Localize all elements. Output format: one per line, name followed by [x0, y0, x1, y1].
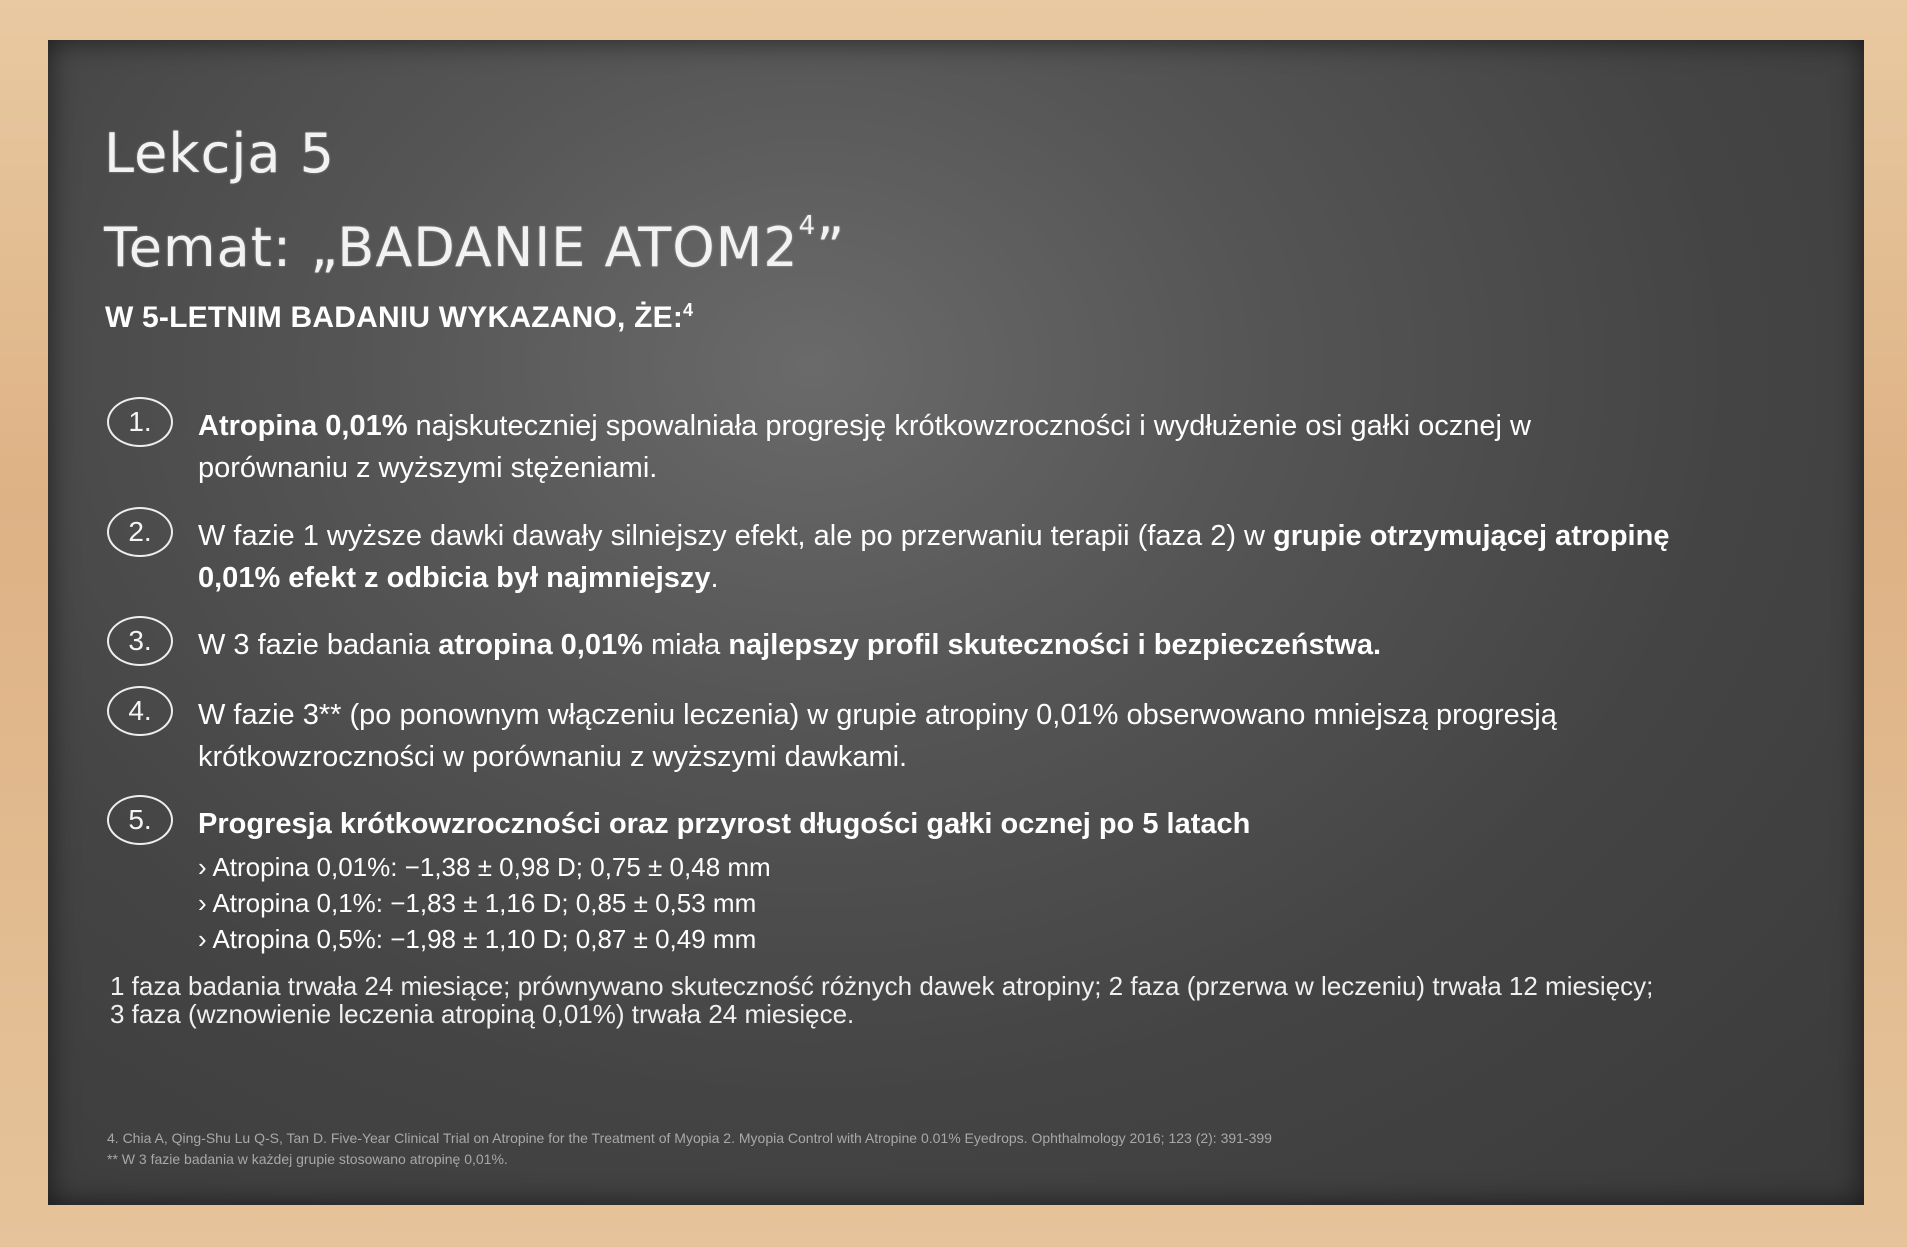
circle-number: 4. — [107, 686, 173, 736]
lesson-title: Lekcja 5 — [104, 122, 335, 185]
list-item: 1. Atropina 0,01% najskuteczniej spowalniała progresję krótkowzroczności i wydłużenie osi gałki ocznej w porównaniu z wyższymi stężeniami. — [107, 405, 1847, 489]
chalkboard — [48, 40, 1864, 1205]
list-item: 5. Progresja krótkowzroczności oraz przyrost długości gałki ocznej po 5 latach › Atropina 0,01%: −1,38 ± 0,98 D; 0,75 ± 0,48 mm › Atropina 0,1%: −1,83 ± 1,16 D; 0,85 ± 0,53 mm › Atropina 0,5%: −1,98 ± 1,10 D; 0,87 ± 0,49 mm — [107, 803, 1847, 957]
topic-title: Temat: „BADANIE $ATOM2^4$” — [104, 211, 846, 279]
circle-number: 3. — [107, 616, 173, 666]
circle-number: 2. — [107, 507, 173, 557]
list-item: 3. W 3 fazie badania atropina 0,01% miała najlepszy profil skuteczności i bezpieczeństwa. — [107, 624, 1847, 666]
circle-number: 1. — [107, 397, 173, 447]
list-item: 4. W fazie 3** (po ponownym włączeniu leczenia) w grupie atropiny 0,01% obserwowano mniejszą progresją krótkowzroczności w porównaniu z wyższymi dawkami. — [107, 694, 1847, 778]
section-heading: W 5-LETNIM BADANIU WYKAZANO, ŻE:$^4$ — [105, 300, 694, 334]
circle-number: 5. — [107, 795, 173, 845]
references: 4. Chia A, Qing-Shu Lu Q-S, Tan D. Five-Year Clinical Trial on Atropine for the Treatment of Myopia 2. Myopia Control with Atropine 0.01% Eyedrops. Ophthalmology 2016; 123 (2): 391-399 ** W 3 fazie badania w każdej grupie stosowano atropinę 0,01%. — [107, 1130, 1272, 1167]
phase-note: 1 faza badania trwała 24 miesiące; prównywano skuteczność różnych dawek atropiny; 2 faza (przerwa w leczeniu) trwała 12 miesięcy; 3 faza (wznowienie leczenia atropiną 0,01%) trwała 24 miesięce. — [110, 971, 1654, 1029]
result-line: › Atropina 0,5%: −1,98 ± 1,10 D; 0,87 ± 0,49 mm — [198, 924, 757, 954]
list-item: 2. W fazie 1 wyższe dawki dawały silniejszy efekt, ale po przerwaniu terapii (faza 2) w grupie otrzymującej atropinę 0,01% efekt z odbicia był najmniejszy. — [107, 515, 1847, 599]
result-line: › Atropina 0,1%: −1,83 ± 1,16 D; 0,85 ± 0,53 mm — [198, 888, 757, 918]
result-line: › Atropina 0,01%: −1,38 ± 0,98 D; 0,75 ± 0,48 mm — [198, 852, 771, 882]
